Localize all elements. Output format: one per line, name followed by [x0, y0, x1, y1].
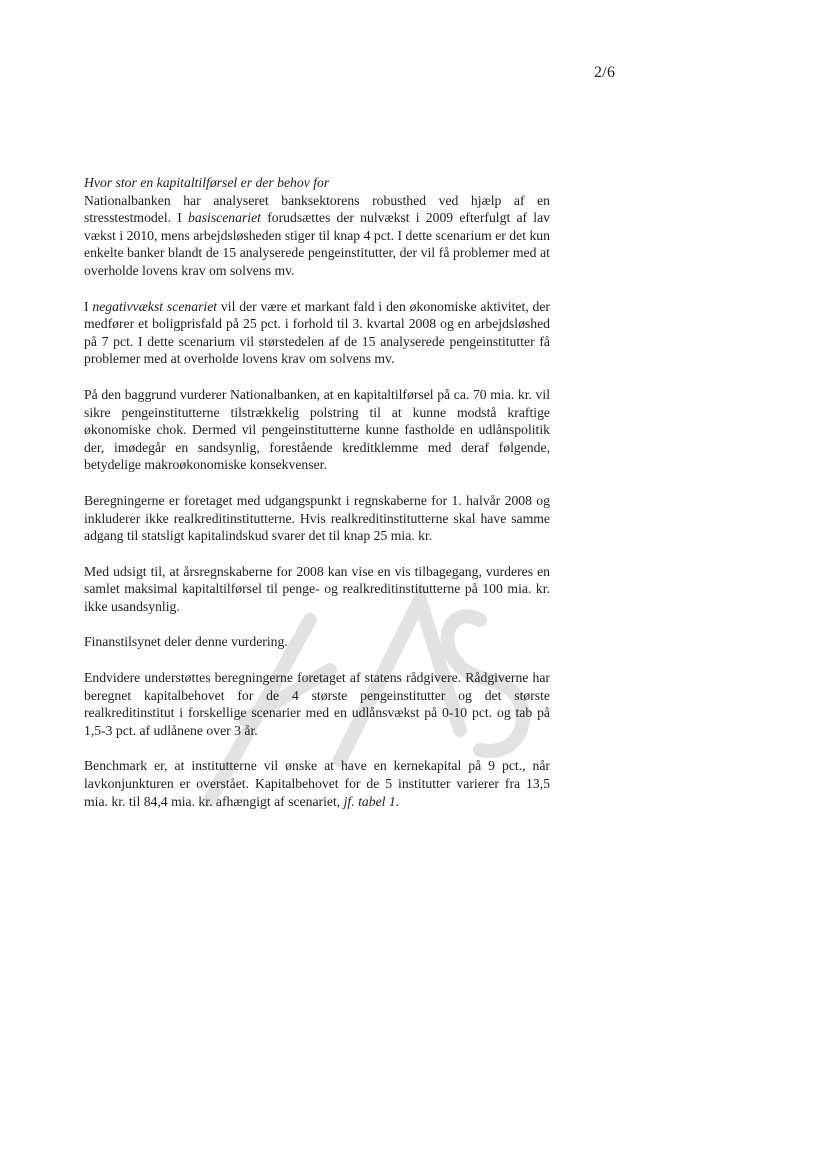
paragraph-outlook: Med udsigt til, at årsregnskaberne for 2008 kan vise en vis tilbagegang, vurderes en samlet maksimal kapitaltilførsel til penge- og realkreditinstitutterne på 100 mia. kr. ikke usandsynlig.: [84, 563, 550, 614]
paragraph-advisors: Endvidere understøttes beregningerne foretaget af statens rådgivere. Rådgiverne har beregnet kapitalbehovet for de 4 største pengeinstitutter og det største realkreditinstitut i forskellige scenarier med en udlånsvækst på 0-10 pct. og tab på 1,5-3 pct. af udlånene over 3 år.: [84, 670, 550, 738]
paragraph-text: Benchmark er, at institutterne vil ønske at have en kernekapital på 9 pct., når lavkonjunkturen er overstået. Kapitalbehovet for de 5 institutter varierer fra 13,5 mia. kr. til 84,4 mia. kr. afhængigt af scenariet,: [84, 758, 550, 809]
paragraph-calculations: Beregningerne er foretaget med udgangspunkt i regnskaberne for 1. halvår 2008 og inkluderer ikke realkreditinstitutterne. Hvis realkreditinstitutterne skal have samme adgang til statsligt kapitalindskud svarer det til knap 25 mia. kr.: [84, 492, 550, 544]
paragraph-nationalbank-assessment: På den baggrund vurderer Nationalbanken, at en kapitaltilførsel på ca. 70 mia. kr. vil sikre pengeinstitutterne tilstrækkelig polstring til at kunne modstå kraftige økonomiske chok. Dermed vil pengeinstitutterne kunne fastholde en udlånspolitik der, imødegår en sandsynlig, forestående kreditklemme med deraf følgende, betydelige makroøkonomiske konsekvenser.: [84, 386, 550, 473]
document-body: [84, 174, 550, 828]
paragraph-text: vil der være et markant fald i den økonomiske aktivitet, der medfører et boligprisfald på 25 pct. i forhold til 3. kvartal 2008 og en arbejdsløshed på 7 pct. I dette scenarium vil størstedelen af de 15 analyserede pengeinstitutter få problemer med at overholde lovens krav om solvens mv.: [84, 298, 550, 367]
paragraph-text: I: [84, 298, 93, 314]
italic-term: basiscenariet: [188, 210, 261, 226]
paragraph-text: Nationalbanken har analyseret banksektorens robusthed ved hjælp af en stresstestmodel. I: [84, 192, 550, 226]
paragraph-basis-scenario: [84, 192, 550, 280]
paragraph-negative-scenario: [84, 298, 550, 368]
paragraph-finanstilsynet: Finanstilsynet deler denne vurdering.: [84, 634, 288, 650]
table-reference: jf. tabel 1.: [343, 793, 400, 809]
section-heading: Hvor stor en kapitaltilførsel er der behov for: [84, 175, 330, 190]
page-number: 2/6: [594, 64, 616, 81]
paragraph-text: forudsættes der nulvækst i 2009 efterfulgt af lav vækst i 2010, mens arbejdsløsheden stiger til knap 4 pct. I dette scenarium er det kun enkelte banker blandt de 15 analyserede pengeinstitutter, der vil få problemer med at overholde lovens krav om solvens mv.: [84, 210, 550, 278]
paragraph-benchmark: [84, 757, 550, 810]
italic-term: negativvækst scenariet: [92, 298, 218, 314]
